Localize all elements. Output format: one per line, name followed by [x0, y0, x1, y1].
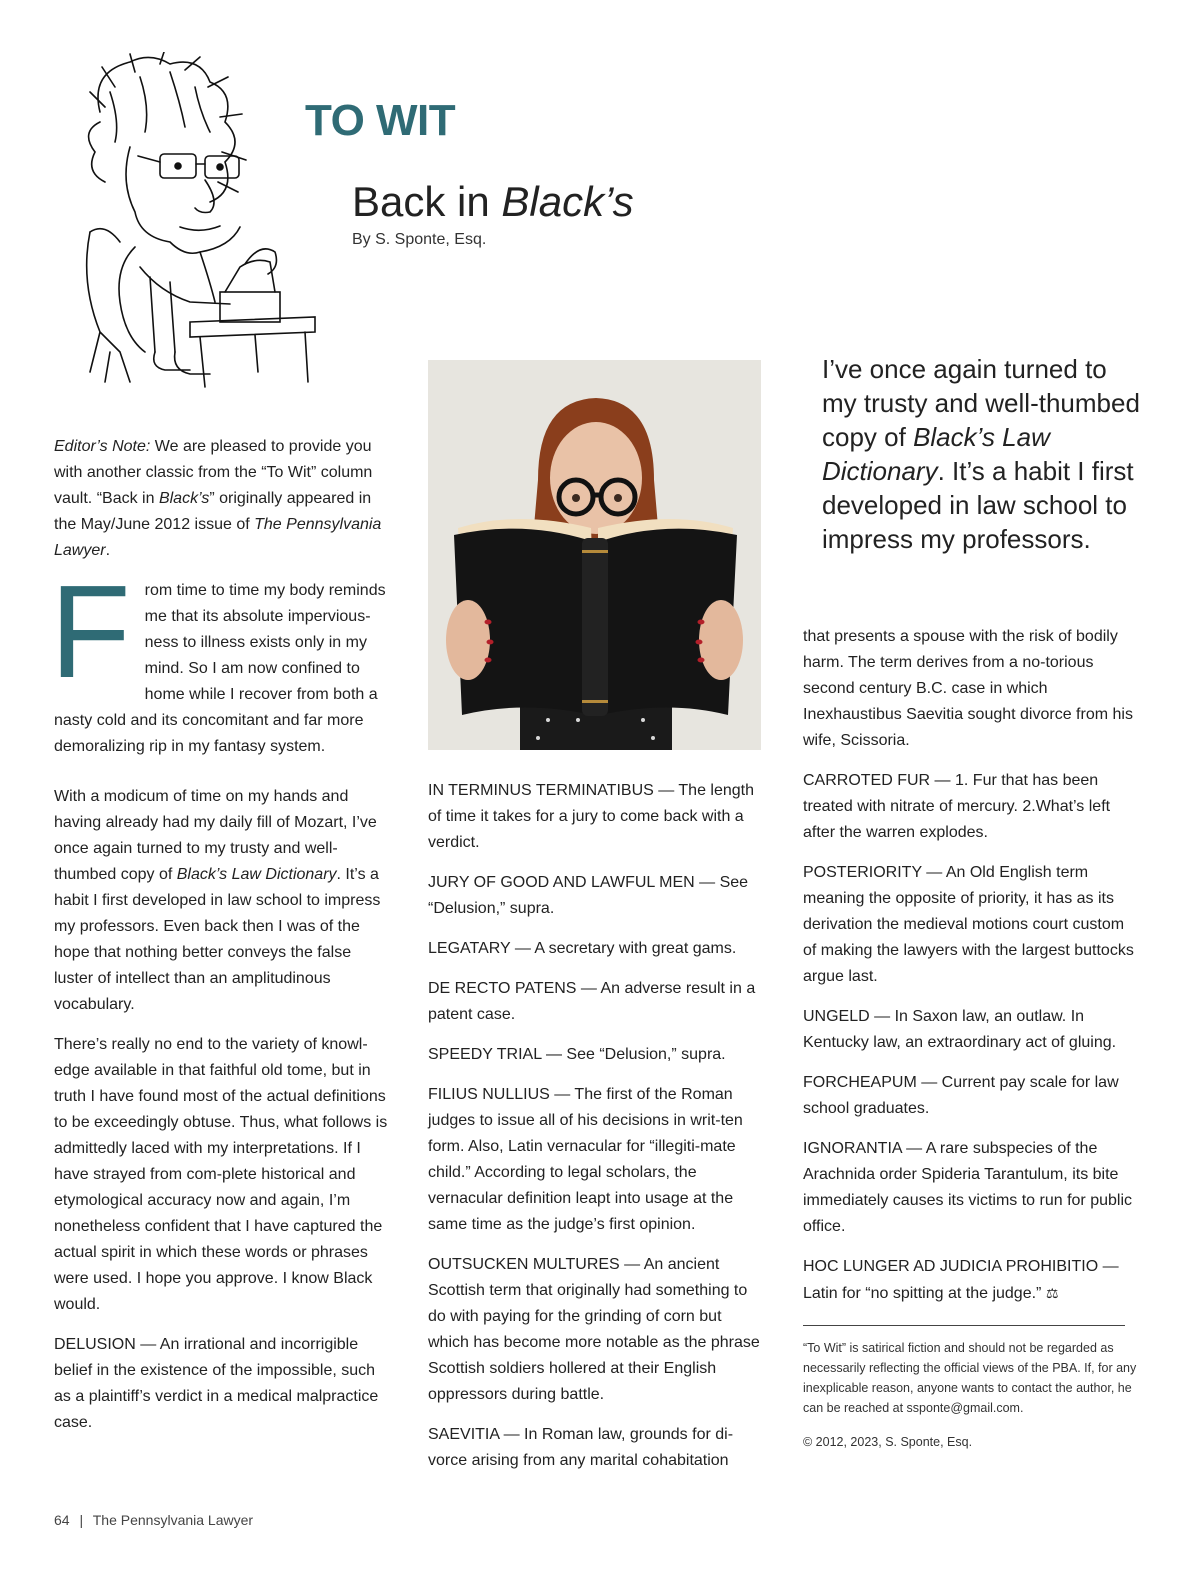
- entry-carroted-fur: CARROTED FUR — 1. Fur that has been treated with nitrate of mercury. 2.What’s left after the warren explodes.: [803, 772, 1111, 841]
- entry-filius-nullius: FILIUS NULLIUS — The first of the Roman judges to issue all of his decisions in writ-ten form. Also, Latin vernacular for “illegiti-mate child.” According to legal scholars, the vernacular definition leapt into usage at the same time as the judge’s first opinion.: [428, 1086, 743, 1233]
- page-footer: [54, 1512, 253, 1528]
- divider-rule: [803, 1325, 1125, 1326]
- entry-legatary: LEGATARY — A secretary with great gams.: [428, 940, 737, 957]
- editors-note-text-2: ” originally appeared in the May/June 2012 issue of: [54, 490, 372, 533]
- disclaimer-text: “To Wit” is satirical fiction and should not be regarded as necessarily reflecting the official views of the PBA. If, for any inexplicable reason, anyone wants to contact the author, he can be reached at ssponte@gmail.com.: [803, 1341, 1137, 1415]
- entry-jury-of-good-and-lawful-men: JURY OF GOOD AND LAWFUL MEN — See “Delusion,” supra.: [428, 874, 749, 917]
- editors-note-lead: Editor’s Note:: [54, 438, 151, 455]
- photo-image: [428, 360, 761, 750]
- byline: By S. Sponte, Esq.: [352, 231, 487, 248]
- column-label: TO WIT: [305, 96, 456, 145]
- pull-quote-italic: Black’s Law Dictionary: [822, 422, 1050, 486]
- entry-forcheapum: FORCHEAPUM — Current pay scale for law school graduates.: [803, 1074, 1119, 1117]
- intro-paragraph: [50, 558, 389, 760]
- paragraph-2-text-1: With a modicum of time on my hands and having already had my daily fill of Mozart, I’ve once again turned to my trusty and well-thumbed copy of: [54, 788, 377, 883]
- drop-cap: F: [50, 558, 131, 705]
- title-italic: Black’s: [501, 178, 634, 225]
- copyright-text: © 2012, 2023, S. Sponte, Esq.: [803, 1435, 973, 1449]
- cartoon-illustration: [60, 52, 335, 397]
- entry-saevitia-continued: that presents a spouse with the risk of bodily harm. The term derives from a no-torious second century B.C. case in which Inexhaustibus Saevitia sought divorce from his wife, Scissoria.: [803, 628, 1133, 749]
- middle-column: [428, 778, 763, 1488]
- photo-woman-reading: [428, 360, 761, 750]
- editors-note: [54, 434, 389, 564]
- paragraph-2: [54, 784, 389, 1018]
- pull-quote-text-2: . It’s a habit I first developed in law school to impress my professors.: [822, 456, 1134, 554]
- entry-in-terminus-terminatibus: IN TERMINUS TERMINATIBUS — The length of time it takes for a jury to come back with a verdict.: [428, 782, 755, 851]
- editors-note-text-1: We are pleased to provide you with another classic from the “To Wit” column vault. “Back in: [54, 438, 373, 507]
- footer-separator: |: [79, 1512, 84, 1528]
- left-column: [50, 434, 389, 1450]
- entry-de-recto-patens: DE RECTO PATENS — An adverse result in a patent case.: [428, 980, 756, 1023]
- pull-quote: [822, 352, 1142, 556]
- entry-hoc-lunger-text: HOC LUNGER AD JUDICIA PROHIBITIO — Latin for “no spitting at the judge.”: [803, 1258, 1119, 1302]
- paragraph-3: There’s really no end to the variety of knowl-edge available in that faithful old tome, but in truth I have found most of the actual definitions to be exceedingly obtuse. Thus, what follows is admittedly laced with my interpretations. If I have strayed from com-plete historical and etymological accuracy now and again, I’m nonetheless confident that I have captured the actual spirit in which these words or phrases were used. I hope you approve. I know Black would.: [54, 1036, 388, 1313]
- entry-outsucken-multures: OUTSUCKEN MULTURES — An ancient Scottish term that originally had something to do with paying for the grinding of corn but which has become more notable as the phrase Scottish soldiers hollered at their English oppressors during battle.: [428, 1256, 760, 1403]
- paragraph-2-italic: Black’s Law Dictionary: [176, 866, 337, 883]
- entry-ungeld: UNGELD — In Saxon law, an outlaw. In Kentucky law, an extraordinary act of gluing.: [803, 1008, 1117, 1051]
- right-column: [803, 624, 1138, 1466]
- intro-paragraph-text: rom time to time my body reminds me that its absolute impervious-ness to illness exists only in my mind. So I am now confined to home while I recover from both a nasty cold and its concomitant and far more demoralizing rip in my fantasy system.: [54, 582, 386, 755]
- publication-name: The Pennsylvania Lawyer: [92, 1512, 254, 1528]
- article-title: [352, 178, 634, 226]
- editors-note-italic-2: The Pennsylvania Lawyer: [54, 516, 382, 559]
- entry-delusion: DELUSION — An irrational and incorrigible belief in the existence of the impossible, such as a plaintiff’s verdict in a medical malpractice case.: [54, 1336, 379, 1431]
- entry-saevitia: SAEVITIA — In Roman law, grounds for di-vorce arising from any marital cohabitation: [428, 1426, 734, 1469]
- title-prefix: Back in: [352, 178, 502, 225]
- editors-note-text-3: .: [105, 542, 111, 559]
- entry-hoc-lunger: [803, 1254, 1138, 1307]
- entry-speedy-trial: SPEEDY TRIAL — See “Delusion,” supra.: [428, 1046, 726, 1063]
- entry-ignorantia: IGNORANTIA — A rare subspecies of the Arachnida order Spideria Tarantulum, its bite immediately causes its victims to run for public office.: [803, 1140, 1132, 1235]
- editors-note-italic-1: Black’s: [158, 490, 210, 507]
- entry-posteriority: POSTERIORITY — An Old English term meaning the opposite of priority, it has as its derivation the medieval motions court custom of making the lawyers with the largest buttocks argue last.: [803, 864, 1134, 985]
- scales-of-justice-icon: ⚖: [1045, 1285, 1059, 1301]
- page-number: 64: [54, 1512, 70, 1528]
- pull-quote-text-1: I’ve once again turned to my trusty and well-thumbed copy of: [822, 354, 1140, 452]
- paragraph-2-text-2: . It’s a habit I first developed in law school to impress my professors. Even back then I was of the hope that nothing better conveys the false luster of intellect than an amplitudinous vocabulary.: [54, 866, 381, 1013]
